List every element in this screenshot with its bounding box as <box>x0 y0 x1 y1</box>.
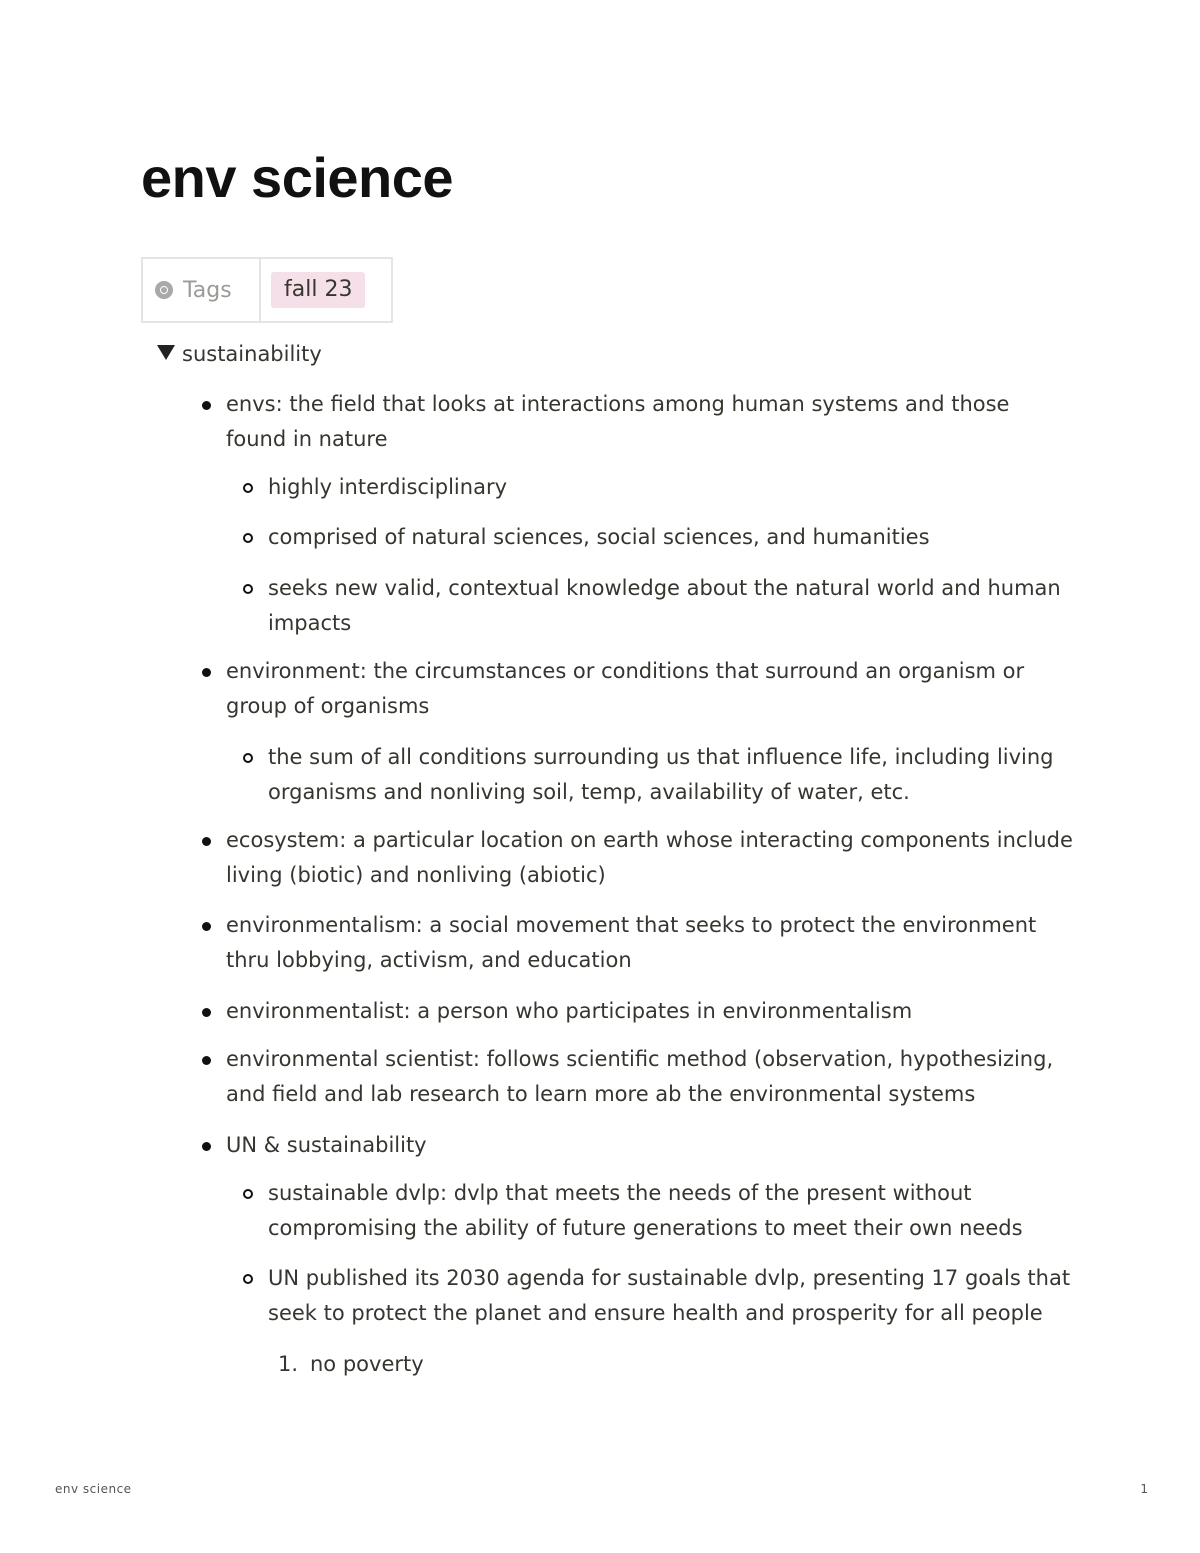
toggle-triangle-icon[interactable] <box>157 345 175 360</box>
tags-property-name[interactable] <box>142 258 260 322</box>
list-item <box>226 387 1076 457</box>
list-item-text: UN & sustainability <box>226 1133 427 1157</box>
list-item <box>268 470 1078 505</box>
list-item-text: environmental scientist: follows scientific method (observation, hypothesizing, and field and lab research to learn more ab the environmental systems <box>226 1047 1054 1106</box>
hollow-bullet-icon <box>243 753 253 763</box>
hollow-bullet-icon <box>243 483 253 493</box>
toggle-label: sustainability <box>182 342 322 366</box>
list-item <box>226 1128 1076 1163</box>
list-item <box>226 823 1076 893</box>
list-item <box>268 571 1078 641</box>
list-item-text: sustainable dvlp: dvlp that meets the needs of the present without compromising the ability of future generations to meet their own needs <box>268 1181 1023 1240</box>
bullet-icon <box>202 668 211 677</box>
bullet-icon <box>202 1142 211 1151</box>
list-item <box>268 1261 1078 1331</box>
list-item <box>226 994 1076 1029</box>
tag-chip[interactable]: fall 23 <box>271 272 365 308</box>
bullet-icon <box>202 1056 211 1065</box>
list-item-text: the sum of all conditions surrounding us that influence life, including living organisms and nonliving soil, temp, availability of water, etc. <box>268 745 1054 804</box>
list-item-text: UN published its 2030 agenda for sustainable dvlp, presenting 17 goals that seek to protect the planet and ensure health and prosperity for all people <box>268 1266 1071 1325</box>
toggle-sustainability[interactable] <box>157 339 322 369</box>
property-row-tags <box>142 258 392 322</box>
tag-icon <box>155 281 173 299</box>
hollow-bullet-icon <box>243 533 253 543</box>
list-item <box>278 1347 1070 1382</box>
properties-table <box>141 257 393 323</box>
bullet-icon <box>202 922 211 931</box>
list-item <box>226 908 1076 978</box>
bullet-icon <box>202 1008 211 1017</box>
list-item-text: no poverty <box>310 1352 424 1376</box>
list-item <box>226 1042 1076 1112</box>
list-item-text: seeks new valid, contextual knowledge about the natural world and human impacts <box>268 576 1061 635</box>
tags-label: Tags <box>183 277 232 303</box>
hollow-bullet-icon <box>243 1189 253 1199</box>
bullet-icon <box>202 401 211 410</box>
list-item-text: comprised of natural sciences, social sciences, and humanities <box>268 525 930 549</box>
list-item-text: highly interdisciplinary <box>268 475 508 499</box>
bullet-icon <box>202 837 211 846</box>
list-item <box>268 740 1078 810</box>
tags-property-value[interactable] <box>260 258 392 322</box>
list-item-text: environmentalism: a social movement that seeks to protect the environment thru lobbying, activism, and education <box>226 913 1037 972</box>
page-title: env science <box>141 146 454 209</box>
page-number: 1 <box>1140 1482 1148 1496</box>
list-number: 1. <box>278 1352 299 1376</box>
list-item <box>268 1176 1078 1246</box>
hollow-bullet-icon <box>243 584 253 594</box>
list-item <box>268 520 1078 555</box>
list-item-text: environmentalist: a person who participates in environmentalism <box>226 999 913 1023</box>
list-item-text: envs: the field that looks at interactions among human systems and those found in nature <box>226 392 1010 451</box>
hollow-bullet-icon <box>243 1274 253 1284</box>
list-item-text: ecosystem: a particular location on earth whose interacting components include living (biotic) and nonliving (abiotic) <box>226 828 1073 887</box>
footer-title: env science <box>55 1482 132 1496</box>
list-item-text: environment: the circumstances or conditions that surround an organism or group of organisms <box>226 659 1025 718</box>
list-item <box>226 654 1076 724</box>
